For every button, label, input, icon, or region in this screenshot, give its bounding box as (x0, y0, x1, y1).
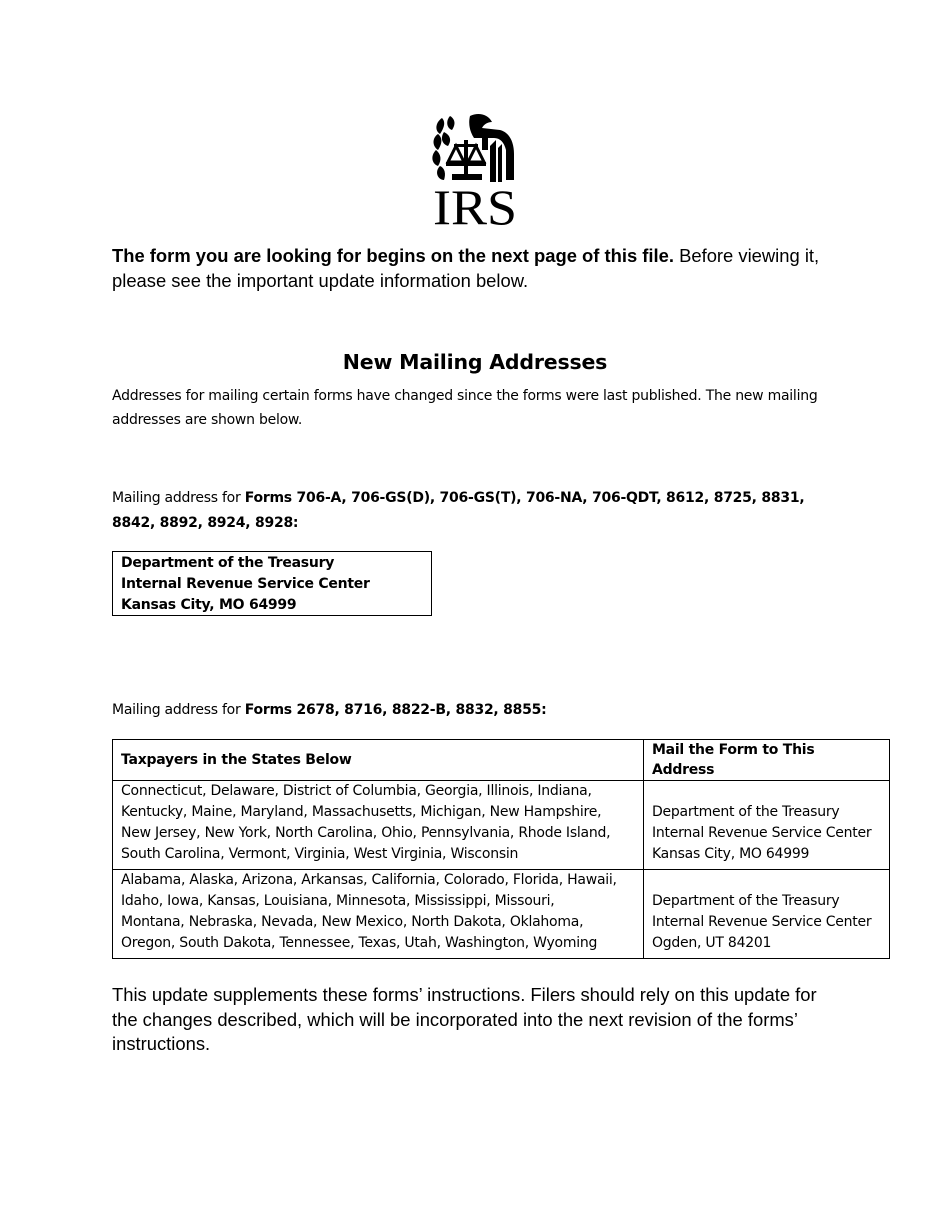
address-line: Department of the Treasury (121, 555, 335, 571)
intro-regular-text: Before viewing it, please see the important update information below. (112, 245, 820, 291)
states-line: Montana, Nebraska, Nevada, New Mexico, North Dakota, Oklahoma, (121, 914, 584, 930)
section1-forms: Forms 706-A, 706-GS(D), 706-GS(T), 706-NA, 706-QDT, 8612, 8725, 8831, 8842, 8892, 8924, 8928: (112, 490, 805, 531)
states-line: Alabama, Alaska, Arizona, Arkansas, California, Colorado, Florida, Hawaii, (121, 872, 617, 888)
states-line: Idaho, Iowa, Kansas, Louisiana, Minnesota, Mississippi, Missouri, (121, 893, 555, 909)
section2-forms: Forms 2678, 8716, 8822-B, 8832, 8855: (244, 702, 547, 718)
column-header-states: Taxpayers in the States Below (113, 740, 644, 781)
address-line: Kansas City, MO 64999 (652, 846, 810, 862)
closing-line: instructions. (112, 1033, 211, 1054)
table-row (113, 870, 890, 959)
table-row (113, 781, 890, 870)
states-line: New Jersey, New York, North Carolina, Ohio, Pennsylvania, Rhode Island, (121, 825, 611, 841)
address-line: Department of the Treasury (652, 804, 840, 820)
address-line: Internal Revenue Service Center (121, 576, 370, 592)
states-cell (113, 781, 644, 870)
states-line: Connecticut, Delaware, District of Columbia, Georgia, Illinois, Indiana, (121, 783, 592, 799)
address-line: Ogden, UT 84201 (652, 935, 772, 951)
states-line: Oregon, South Dakota, Tennessee, Texas, Utah, Washington, Wyoming (121, 935, 598, 951)
address-line: Kansas City, MO 64999 (121, 597, 297, 613)
address-line: Internal Revenue Service Center (652, 825, 872, 841)
section1-address-box (112, 551, 432, 616)
closing-line: This update supplements these forms’ instructions. Filers should rely on this update for (112, 984, 817, 1005)
section1-prefix: Mailing address for (112, 490, 245, 506)
eagle-emblem-icon (432, 114, 514, 182)
irs-logo (430, 110, 520, 228)
section2-prefix: Mailing address for (112, 702, 245, 718)
table-header-row (113, 740, 890, 781)
intro-bold-text: The form you are looking for begins on the next page of this file. (112, 245, 674, 266)
section2-label (112, 699, 852, 721)
closing-paragraph (112, 983, 852, 1057)
address-cell (644, 870, 890, 959)
logo-text: IRS (433, 179, 517, 228)
page-title: New Mailing Addresses (342, 350, 608, 374)
section1-label (112, 486, 852, 536)
address-line: Internal Revenue Service Center (652, 914, 872, 930)
address-line: Department of the Treasury (652, 893, 840, 909)
closing-line: the changes described, which will be incorporated into the next revision of the forms’ (112, 1008, 798, 1030)
intro-paragraph (112, 243, 852, 293)
column-header-address: Mail the Form to This Address (644, 740, 890, 781)
address-cell (644, 781, 890, 870)
description-paragraph: Addresses for mailing certain forms have changed since the forms were last published. The new mailing addresses are shown below. (112, 388, 818, 428)
states-line: South Carolina, Vermont, Virginia, West Virginia, Wisconsin (121, 846, 519, 862)
states-address-table (112, 739, 890, 959)
states-cell (113, 870, 644, 959)
states-line: Kentucky, Maine, Maryland, Massachusetts, Michigan, New Hampshire, (121, 804, 602, 820)
